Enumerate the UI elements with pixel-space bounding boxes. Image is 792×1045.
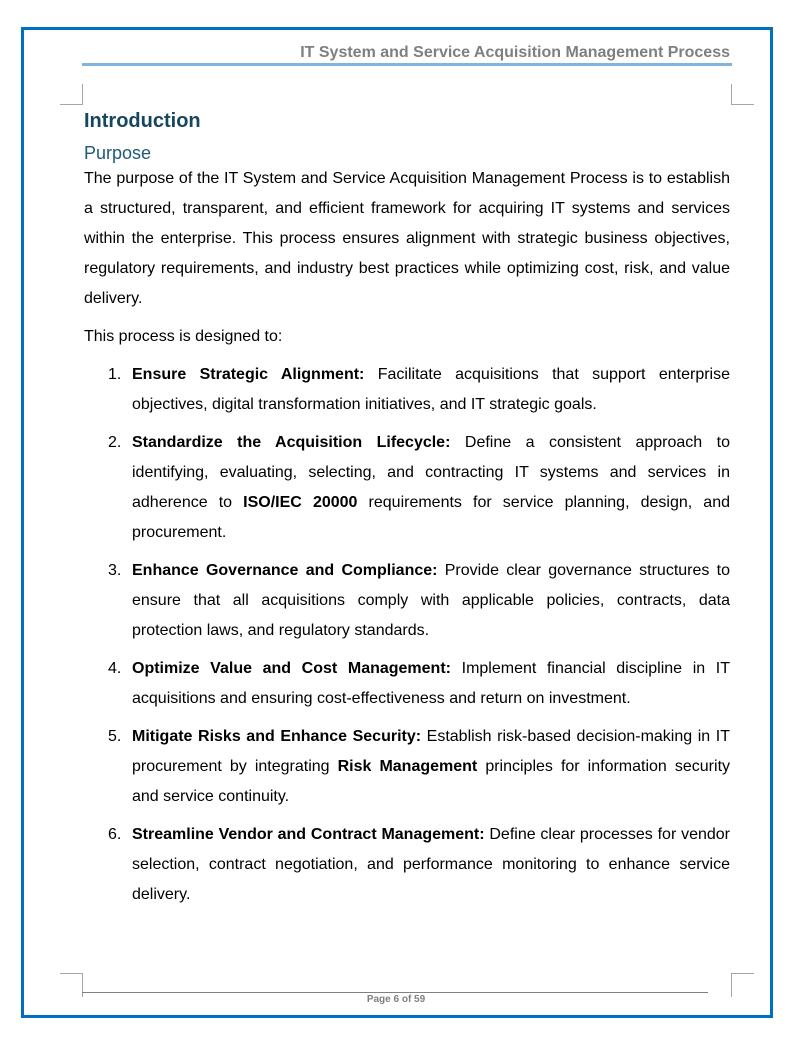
- header-divider: [82, 63, 732, 66]
- list-item-emphasis: ISO/IEC 20000: [243, 494, 358, 511]
- list-item-text: Define a consistent approach to identifying, evaluating, selecting, and contracting IT systems and services in adherence to: [132, 434, 730, 511]
- crop-mark-top-left: [60, 84, 83, 105]
- list-item: [84, 556, 730, 646]
- list-item: [84, 722, 730, 812]
- intro-paragraph: The purpose of the IT System and Service Acquisition Management Process is to establish a structured, transparent, and efficient framework for acquiring IT systems and services within the enterprise. This process ensures alignment with strategic business objectives, regulatory requirements, and industry best practices while optimizing cost, risk, and value delivery.: [84, 170, 730, 307]
- list-number: 6.: [108, 826, 122, 843]
- list-item-text: principles for information security and service continuity.: [132, 758, 731, 805]
- list-item-title: Ensure Strategic Alignment:: [132, 366, 365, 383]
- list-number: 3.: [108, 562, 122, 579]
- subsection-heading: Purpose: [84, 143, 152, 163]
- running-header-title: IT System and Service Acquisition Management Process: [300, 44, 730, 61]
- list-item-text: Provide clear governance structures to ensure that all acquisitions comply with applicable policies, contracts, data protection laws, and regulatory standards.: [132, 562, 731, 639]
- goals-list: [84, 360, 730, 910]
- list-item-text: requirements for service planning, design, and procurement.: [132, 494, 731, 541]
- lead-in-text: This process is designed to:: [84, 328, 283, 345]
- list-item-title: Optimize Value and Cost Management:: [132, 660, 451, 677]
- section-heading: Introduction: [84, 110, 201, 132]
- list-item-title: Mitigate Risks and Enhance Security:: [132, 728, 422, 745]
- document-body: [84, 108, 730, 918]
- list-item-title: Streamline Vendor and Contract Management:: [132, 826, 485, 843]
- list-number: 2.: [108, 434, 122, 451]
- footer-divider: [82, 992, 708, 993]
- list-item-title: Standardize the Acquisition Lifecycle:: [132, 434, 451, 451]
- list-item: [84, 820, 730, 910]
- list-item-text: Facilitate acquisitions that support enterprise objectives, digital transformation initiatives, and IT strategic goals.: [132, 366, 730, 413]
- list-item: [84, 428, 730, 548]
- list-item: [84, 654, 730, 714]
- list-item-emphasis: Risk Management: [337, 758, 478, 775]
- list-item-text: Establish risk-based decision-making in IT procurement by integrating: [132, 728, 730, 775]
- list-number: 5.: [108, 728, 122, 745]
- list-number: 1.: [108, 366, 122, 383]
- list-item-text: Define clear processes for vendor selection, contract negotiation, and performance monitoring to enhance service delivery.: [132, 826, 730, 903]
- list-number: 4.: [108, 660, 122, 677]
- list-item-text: Implement financial discipline in IT acquisitions and ensuring cost-effectiveness and return on investment.: [132, 660, 731, 707]
- page-number: Page 6 of 59: [366, 994, 426, 1005]
- list-item-title: Enhance Governance and Compliance:: [132, 562, 438, 579]
- list-item: [84, 360, 730, 420]
- crop-mark-top-right: [731, 84, 754, 105]
